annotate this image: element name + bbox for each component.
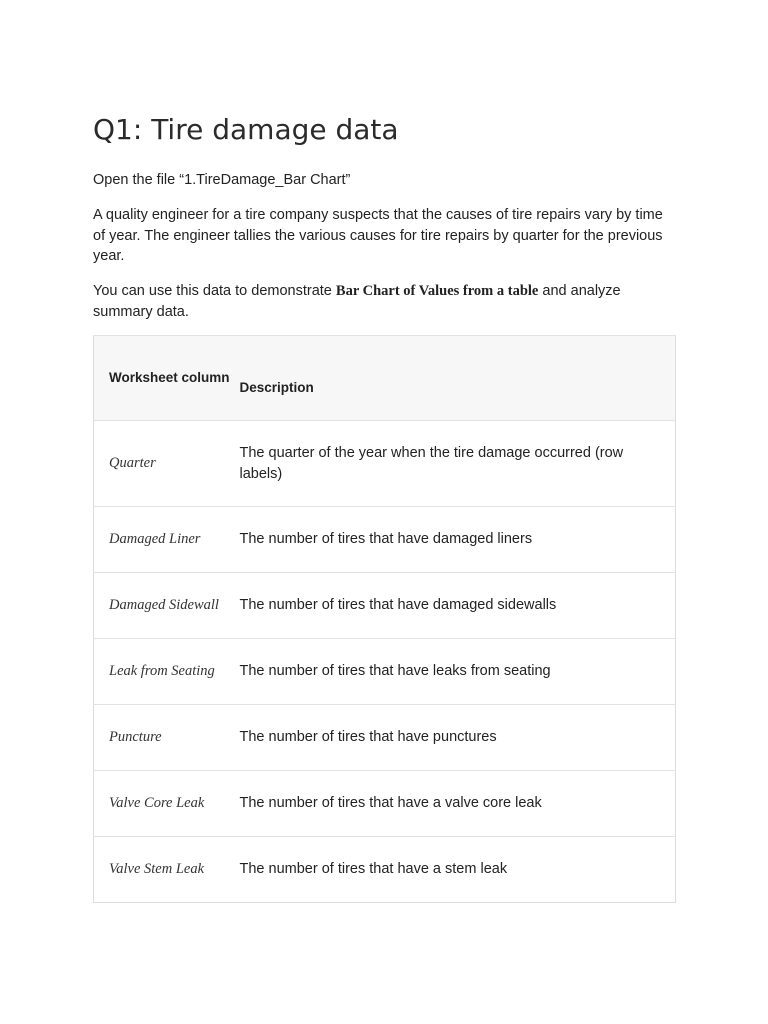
column-description: The number of tires that have a valve core leak — [240, 771, 676, 837]
column-name: Valve Core Leak — [94, 771, 240, 837]
open-file-instruction: Open the file “1.TireDamage_Bar Chart” — [93, 172, 351, 188]
column-description: The number of tires that have damaged sidewalls — [240, 573, 676, 639]
table-row — [94, 837, 676, 903]
column-description: The number of tires that have a stem leak — [240, 837, 676, 903]
table-row — [94, 507, 676, 573]
column-name: Damaged Sidewall — [94, 573, 240, 639]
bar-chart-term: Bar Chart of Values from a table — [335, 283, 539, 299]
table-row — [94, 421, 676, 507]
table-row — [94, 705, 676, 771]
header-worksheet-column: Worksheet column — [94, 336, 240, 421]
header-description — [240, 336, 676, 421]
column-name: Damaged Liner — [94, 507, 240, 573]
column-description: The number of tires that have damaged liners — [240, 507, 676, 573]
usage-text-before: You can use this data to demonstrate — [93, 283, 336, 299]
table-row — [94, 573, 676, 639]
worksheet-columns-table — [93, 335, 676, 903]
table-row — [94, 639, 676, 705]
table-row — [94, 771, 676, 837]
page-title: Q1: Tire damage data — [93, 113, 399, 146]
column-name: Quarter — [94, 421, 240, 507]
header-description-label: Description — [239, 380, 314, 395]
column-description: The quarter of the year when the tire damage occurred (row labels) — [240, 421, 676, 507]
table-header-row — [94, 336, 676, 421]
usage-text-after: and analyze summary data. — [93, 283, 621, 320]
column-name: Leak from Seating — [94, 639, 240, 705]
column-name: Puncture — [94, 705, 240, 771]
usage-paragraph — [93, 281, 677, 322]
column-description: The number of tires that have leaks from seating — [240, 639, 676, 705]
column-description: The number of tires that have punctures — [240, 705, 676, 771]
column-name: Valve Stem Leak — [94, 837, 240, 903]
scenario-description: A quality engineer for a tire company suspects that the causes of tire repairs vary by time of year. The engineer tallies the various causes for tire repairs by quarter for the previous year. — [93, 207, 663, 264]
